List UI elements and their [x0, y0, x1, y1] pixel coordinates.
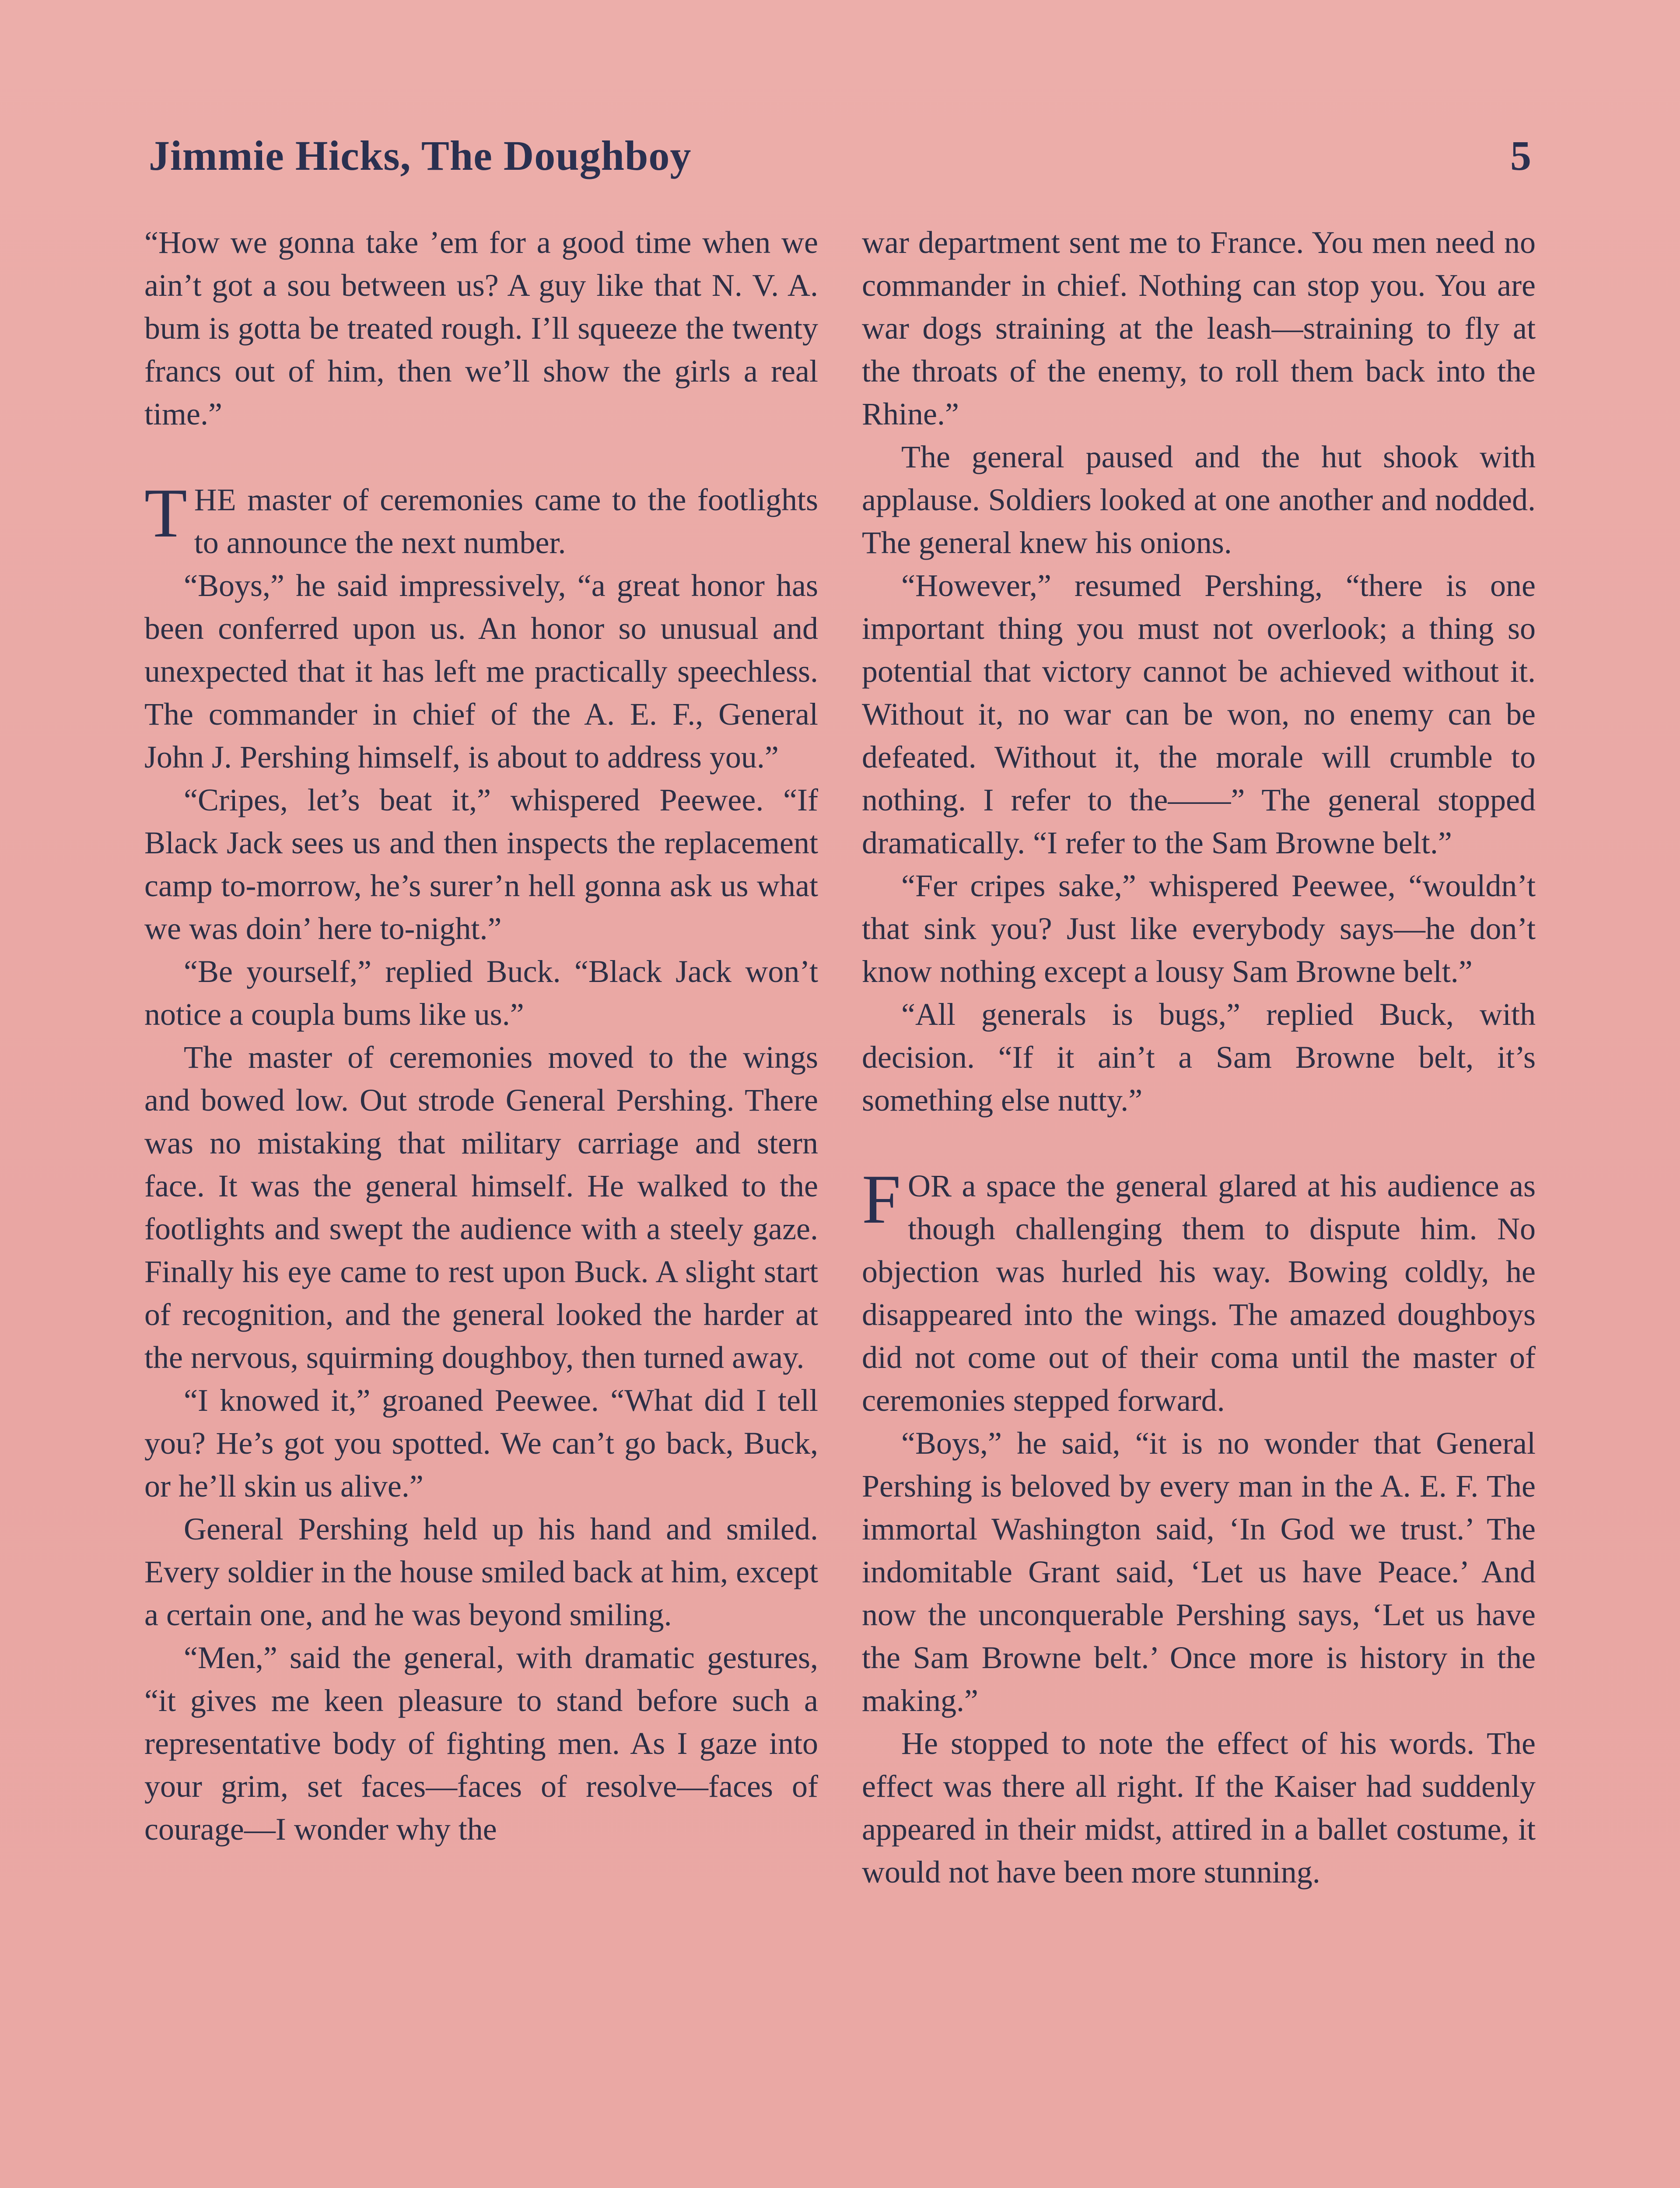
section-paragraph: [144, 474, 818, 564]
paragraph: The general paused and the hut shook with applause. Soldiers looked at one another and nodded. The general knew his onions.: [862, 439, 1536, 560]
paragraph: “Boys,” he said, “it is no wonder that General Pershing is beloved by every man in the A. E. F. The immortal Washington said, ‘In God we trust.’ The indomitable Grant said, ‘Let us have Peace.’ And now the unconquerable Pershing says, ‘Let us have the Sam Browne belt.’ Once more is history in the making.”: [862, 1426, 1536, 1718]
section-paragraph: [862, 1160, 1536, 1422]
paragraph-text: OR a space the general glared at his audience as though challenging them to dispute him. No objection was hurled his way. Bowing coldly, he disappeared into the wings. The amazed doughboys did not come out of their coma until the master of ceremonies stepped forward.: [862, 1168, 1536, 1418]
paragraph: General Pershing held up his hand and smiled. Every soldier in the house smiled back at him, except a certain one, and he was beyond smiling.: [144, 1511, 818, 1632]
dropcap: F: [862, 1160, 901, 1238]
page-number: 5: [1510, 132, 1531, 179]
paragraph: “Boys,” he said impressively, “a great honor has been conferred upon us. An honor so unusual and unexpected that it has left me practically speechless. The commander in chief of the A. E. F., General John J. Pershing himself, is about to address you.”: [144, 568, 818, 775]
right-column: [862, 221, 1536, 2188]
page-header: [149, 131, 1531, 193]
paragraph: “Men,” said the general, with dramatic gestures, “it gives me keen pleasure to stand before such a representative body of fighting men. As I gaze into your grim, set faces—faces of resolve—faces of courage—I wonder why the: [144, 1640, 818, 1847]
running-title: Jimmie Hicks, The Doughboy: [149, 132, 692, 179]
paragraph: He stopped to note the effect of his words. The effect was there all right. If the Kaiser had suddenly appeared in their midst, attired in a ballet costume, it would not have been more stunning.: [862, 1726, 1536, 1890]
paragraph: “However,” resumed Pershing, “there is one important thing you must not overlook; a thing so potential that victory cannot be achieved without it. Without it, no war can be won, no enemy can be defeated. Without it, the morale will crumble to nothing. I refer to the——” The general stopped dramatically. “I refer to the Sam Browne belt.”: [862, 568, 1536, 860]
paragraph: “All generals is bugs,” replied Buck, with decision. “If it ain’t a Sam Browne belt, it’s something else nutty.”: [862, 997, 1536, 1118]
paragraph: war department sent me to France. You men need no commander in chief. Nothing can stop you. You are war dogs straining at the leash—straining to fly at the throats of the enemy, to roll them back into the Rhine.”: [862, 225, 1536, 431]
paragraph: “Be yourself,” replied Buck. “Black Jack won’t notice a coupla bums like us.”: [144, 954, 818, 1032]
paragraph: “I knowed it,” groaned Peewee. “What did I tell you? He’s got you spotted. We can’t go back, Buck, or he’ll skin us alive.”: [144, 1383, 818, 1504]
paragraph: “How we gonna take ’em for a good time when we ain’t got a sou between us? A guy like that N. V. A. bum is gotta be treated rough. I’ll squeeze the twenty francs out of him, then we’ll show the girls a real time.”: [144, 225, 818, 431]
paragraph-text: HE master of ceremonies came to the footlights to announce the next number.: [194, 482, 818, 560]
dropcap: T: [144, 474, 187, 552]
paragraph: “Fer cripes sake,” whispered Peewee, “wouldn’t that sink you? Just like everybody says—he don’t know nothing except a lousy Sam Browne belt.”: [862, 868, 1536, 989]
text-columns: [144, 221, 1536, 2188]
paragraph: “Cripes, let’s beat it,” whispered Peewee. “If Black Jack sees us and then inspects the replacement camp to-morrow, he’s surer’n hell gonna ask us what we was doin’ here to-night.”: [144, 782, 818, 946]
left-column: [144, 221, 818, 2188]
paragraph: The master of ceremonies moved to the wings and bowed low. Out strode General Pershing. There was no mistaking that military carriage and stern face. It was the general himself. He walked to the footlights and swept the audience with a steely gaze. Finally his eye came to rest upon Buck. A slight start of recognition, and the general looked the harder at the nervous, squirming doughboy, then turned away.: [144, 1040, 818, 1375]
